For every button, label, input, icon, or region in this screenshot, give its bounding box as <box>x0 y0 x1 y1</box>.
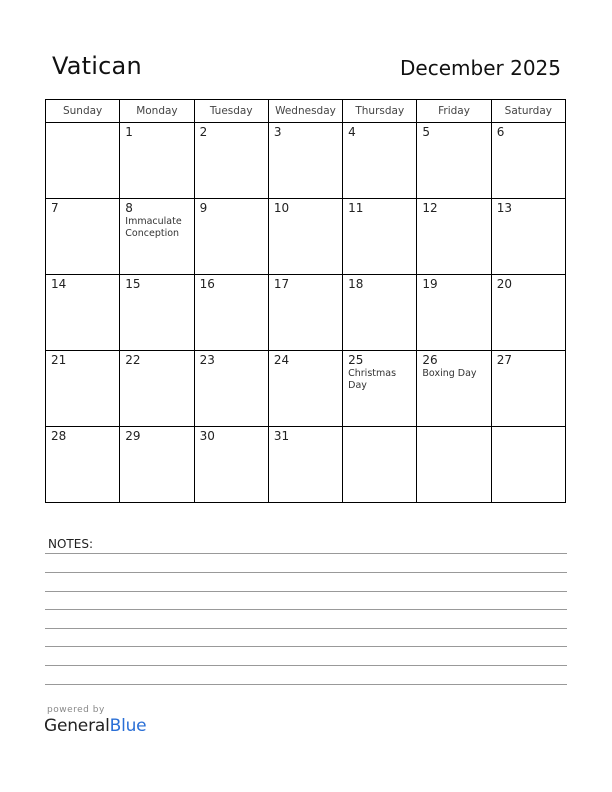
calendar-day-cell <box>194 427 268 503</box>
day-number: 15 <box>125 277 141 291</box>
calendar-day-cell <box>491 199 565 275</box>
calendar-day-cell <box>343 351 417 427</box>
day-number: 1 <box>125 125 133 139</box>
weekday-header: Saturday <box>491 100 565 123</box>
logo-blue-text: Blue <box>109 716 147 736</box>
calendar-day-cell <box>491 427 565 503</box>
calendar-day-cell <box>194 351 268 427</box>
calendar-day-cell <box>120 199 194 275</box>
calendar-week-row <box>46 123 566 199</box>
calendar-day-cell <box>491 123 565 199</box>
calendar-day-cell <box>46 199 120 275</box>
note-line <box>45 572 567 573</box>
weekday-header-row <box>46 100 566 123</box>
calendar-week-row <box>46 351 566 427</box>
holiday-label: Boxing Day <box>422 368 477 379</box>
note-line <box>45 628 567 629</box>
calendar-day-cell <box>268 123 342 199</box>
note-line <box>45 591 567 592</box>
holiday-label: Christmas Day <box>348 368 397 391</box>
calendar-day-cell <box>268 199 342 275</box>
day-number: 5 <box>422 125 431 139</box>
day-number: 11 <box>348 201 364 215</box>
note-line <box>45 684 567 685</box>
calendar-day-cell <box>417 351 491 427</box>
calendar-day-cell <box>120 123 194 199</box>
weekday-header: Friday <box>417 100 491 123</box>
day-number: 21 <box>51 353 67 367</box>
calendar-day-cell <box>46 351 120 427</box>
day-number: 31 <box>273 429 290 443</box>
holiday-label: Immaculate Conception <box>125 216 182 239</box>
weekday-header: Wednesday <box>268 100 342 123</box>
calendar-week-row <box>46 427 566 503</box>
calendar-day-cell <box>491 351 565 427</box>
note-line <box>45 553 567 554</box>
day-number: 2 <box>199 125 208 139</box>
day-number: 16 <box>199 277 215 291</box>
calendar-day-cell <box>417 123 491 199</box>
day-number: 24 <box>273 353 290 367</box>
calendar-day-cell <box>46 275 120 351</box>
calendar-day-cell <box>194 199 268 275</box>
weekday-header: Monday <box>120 100 194 123</box>
day-number: 26 <box>422 353 438 367</box>
day-number: 8 <box>125 201 133 215</box>
calendar-day-cell <box>194 123 268 199</box>
calendar-day-cell <box>343 123 417 199</box>
calendar-day-cell <box>268 427 342 503</box>
day-number: 22 <box>125 353 141 367</box>
day-number: 13 <box>496 201 512 215</box>
calendar-day-cell <box>120 427 194 503</box>
calendar-day-cell <box>46 427 120 503</box>
day-number: 23 <box>199 353 215 367</box>
calendar-day-cell <box>120 351 194 427</box>
calendar-week-row <box>46 199 566 275</box>
calendar-grid <box>45 99 566 503</box>
day-number: 19 <box>422 277 438 291</box>
calendar-day-cell <box>417 275 491 351</box>
calendar-week-row <box>46 275 566 351</box>
calendar-country-title: Vatican <box>52 52 142 80</box>
day-number: 9 <box>199 201 208 215</box>
day-number: 7 <box>51 201 59 215</box>
note-line <box>45 646 567 647</box>
calendar-day-cell <box>46 123 120 199</box>
generalblue-logo <box>44 716 146 736</box>
calendar-day-cell <box>268 275 342 351</box>
weekday-header: Sunday <box>46 100 120 123</box>
day-number: 12 <box>422 201 438 215</box>
note-line <box>45 665 567 666</box>
day-number: 3 <box>273 125 282 139</box>
day-number: 14 <box>51 277 67 291</box>
calendar-day-cell <box>417 427 491 503</box>
day-number: 17 <box>273 277 290 291</box>
calendar-day-cell <box>120 275 194 351</box>
calendar-day-cell <box>343 199 417 275</box>
notes-label: NOTES: <box>48 537 93 551</box>
day-number: 10 <box>273 201 290 215</box>
calendar-day-cell <box>417 199 491 275</box>
day-number: 4 <box>348 125 356 139</box>
day-number: 20 <box>496 277 512 291</box>
calendar-day-cell <box>194 275 268 351</box>
weekday-header: Thursday <box>343 100 417 123</box>
logo-general-text: General <box>44 716 110 736</box>
day-number: 30 <box>199 429 215 443</box>
day-number: 27 <box>496 353 512 367</box>
day-number: 6 <box>496 125 505 139</box>
day-number: 29 <box>125 429 141 443</box>
calendar-day-cell <box>268 351 342 427</box>
calendar-body <box>46 123 566 503</box>
calendar-day-cell <box>343 427 417 503</box>
day-number: 18 <box>348 277 364 291</box>
calendar-month-title: December 2025 <box>400 56 561 80</box>
day-number: 28 <box>51 429 67 443</box>
day-number: 25 <box>348 353 364 367</box>
powered-by-text: powered by <box>47 705 105 715</box>
calendar-day-cell <box>343 275 417 351</box>
calendar-day-cell <box>491 275 565 351</box>
note-line <box>45 609 567 610</box>
weekday-header: Tuesday <box>194 100 268 123</box>
